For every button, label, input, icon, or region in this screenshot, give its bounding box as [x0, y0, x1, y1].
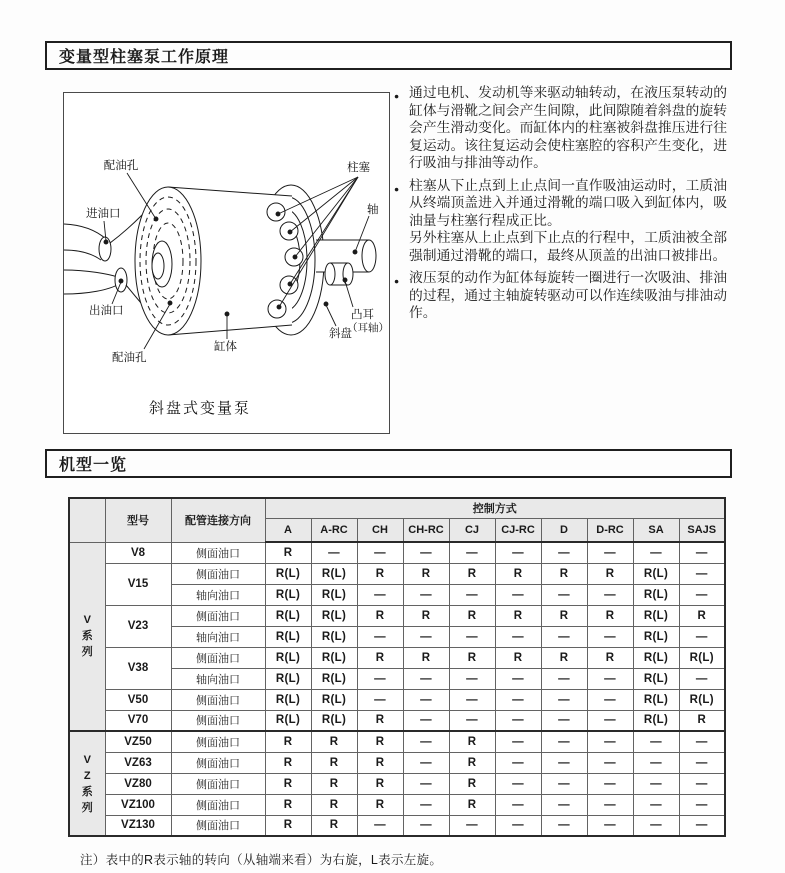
rotation-value-cell: —: [495, 584, 541, 605]
rotation-value-cell: —: [541, 773, 587, 794]
label-lug-trunnion: （耳轴）: [347, 322, 389, 334]
rotation-value-cell: —: [587, 542, 633, 563]
rotation-value-cell: —: [679, 584, 725, 605]
bullet-paragraph: ● 通过电机、发动机等来驱动轴转动，在液压泵转动的缸体与滑靴之间会产生间隙，此间隙随着斜盘的旋转会产生滑动变化。而缸体内的柱塞被斜盘推压进行往复运动。该往复运动会使柱塞腔的容积产生变化，进行吸油与排油等动作。: [409, 85, 727, 170]
bullet-paragraph: ● 液压泵的动作为缸体每旋转一圈进行一次吸油、排油的过程，通过主轴旋转驱动可以作连续吸油与排油动作。: [409, 270, 727, 320]
rotation-value-cell: —: [587, 752, 633, 773]
table-row: [69, 794, 725, 815]
rotation-value-cell: R(L): [633, 647, 679, 668]
models-table: [68, 497, 726, 837]
rotation-value-cell: R(L): [265, 605, 311, 626]
rotation-value-cell: —: [403, 815, 449, 836]
table-row: [69, 773, 725, 794]
rotation-value-cell: R: [587, 563, 633, 584]
rotation-value-cell: —: [357, 542, 403, 563]
table-row: [69, 563, 725, 584]
rotation-value-cell: R(L): [311, 626, 357, 647]
rotation-value-cell: R(L): [311, 647, 357, 668]
rotation-value-cell: —: [357, 689, 403, 710]
model-cell: V23: [105, 605, 171, 647]
rotation-value-cell: R: [449, 605, 495, 626]
rotation-value-cell: —: [633, 773, 679, 794]
rotation-value-cell: R: [311, 752, 357, 773]
series-label: V 系 列: [69, 542, 105, 731]
port-direction-cell: 侧面油口: [171, 710, 265, 731]
model-cell: VZ100: [105, 794, 171, 815]
model-cell: VZ80: [105, 773, 171, 794]
rotation-value-cell: R: [311, 815, 357, 836]
rotation-value-cell: —: [541, 731, 587, 752]
rotation-value-cell: —: [495, 752, 541, 773]
rotation-value-cell: R: [403, 563, 449, 584]
rotation-value-cell: —: [587, 710, 633, 731]
rotation-value-cell: R(L): [311, 605, 357, 626]
table-row: [69, 815, 725, 836]
rotation-value-cell: R(L): [679, 689, 725, 710]
rotation-value-cell: —: [357, 815, 403, 836]
rotation-value-cell: R: [265, 752, 311, 773]
rotation-value-cell: —: [495, 710, 541, 731]
rotation-value-cell: R(L): [265, 584, 311, 605]
port-direction-cell: 侧面油口: [171, 689, 265, 710]
rotation-value-cell: R(L): [265, 563, 311, 584]
rotation-value-cell: R: [449, 731, 495, 752]
control-method-header: A: [265, 518, 311, 542]
control-method-header: D: [541, 518, 587, 542]
rotation-value-cell: —: [633, 794, 679, 815]
rotation-value-cell: R(L): [633, 584, 679, 605]
rotation-value-cell: —: [449, 626, 495, 647]
rotation-value-cell: R: [449, 773, 495, 794]
rotation-value-cell: —: [633, 542, 679, 563]
rotation-value-cell: R: [587, 605, 633, 626]
rotation-value-cell: R(L): [633, 563, 679, 584]
rotation-value-cell: R: [357, 605, 403, 626]
rotation-value-cell: —: [449, 710, 495, 731]
rotation-value-cell: R: [403, 647, 449, 668]
rotation-value-cell: —: [495, 731, 541, 752]
control-method-header: CH: [357, 518, 403, 542]
table-row: [69, 731, 725, 752]
rotation-value-cell: —: [357, 668, 403, 689]
rotation-value-cell: —: [403, 689, 449, 710]
col-header-control-method: 控制方式: [265, 498, 725, 518]
rotation-value-cell: —: [587, 773, 633, 794]
rotation-value-cell: R: [265, 773, 311, 794]
rotation-value-cell: —: [403, 731, 449, 752]
label-outlet: 出油口: [89, 305, 124, 317]
rotation-value-cell: R: [449, 752, 495, 773]
model-cell: V15: [105, 563, 171, 605]
rotation-value-cell: —: [541, 710, 587, 731]
rotation-value-cell: R: [403, 605, 449, 626]
table-row: [69, 752, 725, 773]
rotation-value-cell: —: [449, 542, 495, 563]
rotation-value-cell: R: [541, 563, 587, 584]
series-label: V Z 系 列: [69, 731, 105, 836]
col-header-port-direction: 配管连接方向: [171, 498, 265, 542]
rotation-value-cell: R: [311, 773, 357, 794]
rotation-value-cell: —: [403, 668, 449, 689]
rotation-value-cell: R: [357, 731, 403, 752]
control-method-header: SA: [633, 518, 679, 542]
rotation-value-cell: —: [403, 752, 449, 773]
control-method-header: SAJS: [679, 518, 725, 542]
rotation-value-cell: —: [679, 563, 725, 584]
rotation-value-cell: R(L): [311, 668, 357, 689]
rotation-value-cell: R(L): [265, 626, 311, 647]
port-direction-cell: 轴向油口: [171, 668, 265, 689]
rotation-value-cell: —: [449, 689, 495, 710]
rotation-value-cell: —: [541, 815, 587, 836]
rotation-value-cell: R: [679, 605, 725, 626]
rotation-value-cell: —: [357, 584, 403, 605]
control-method-header: CH-RC: [403, 518, 449, 542]
port-direction-cell: 侧面油口: [171, 815, 265, 836]
control-method-header: D-RC: [587, 518, 633, 542]
section-header-working-principle: [45, 41, 732, 70]
rotation-value-cell: —: [679, 752, 725, 773]
rotation-value-cell: —: [679, 542, 725, 563]
model-cell: V50: [105, 689, 171, 710]
table-row: [69, 542, 725, 563]
bullet-item: [394, 269, 727, 322]
table-row: [69, 605, 725, 626]
label-shaft: 轴: [367, 204, 379, 216]
bullet-list: [394, 84, 727, 327]
rotation-value-cell: R: [495, 605, 541, 626]
rotation-value-cell: R: [357, 563, 403, 584]
rotation-value-cell: R: [265, 731, 311, 752]
rotation-value-cell: —: [587, 731, 633, 752]
port-direction-cell: 侧面油口: [171, 542, 265, 563]
port-direction-cell: 侧面油口: [171, 731, 265, 752]
rotation-value-cell: —: [495, 794, 541, 815]
rotation-value-cell: R(L): [633, 626, 679, 647]
rotation-value-cell: —: [679, 794, 725, 815]
rotation-value-cell: —: [679, 668, 725, 689]
rotation-value-cell: R: [679, 710, 725, 731]
rotation-value-cell: —: [403, 773, 449, 794]
rotation-value-cell: R(L): [633, 689, 679, 710]
label-lug: 凸耳: [351, 309, 374, 321]
port-direction-cell: 侧面油口: [171, 773, 265, 794]
section-header-model-overview: [45, 449, 732, 478]
port-direction-cell: 侧面油口: [171, 563, 265, 584]
rotation-value-cell: —: [495, 689, 541, 710]
rotation-value-cell: R: [265, 794, 311, 815]
rotation-value-cell: —: [541, 542, 587, 563]
model-cell: V38: [105, 647, 171, 689]
rotation-value-cell: R(L): [265, 668, 311, 689]
rotation-value-cell: R: [449, 647, 495, 668]
rotation-value-cell: R(L): [265, 647, 311, 668]
rotation-value-cell: —: [587, 626, 633, 647]
section-title-models: 机型一览: [59, 457, 128, 474]
rotation-value-cell: R(L): [265, 689, 311, 710]
model-cell: VZ63: [105, 752, 171, 773]
rotation-value-cell: —: [587, 794, 633, 815]
port-direction-cell: 侧面油口: [171, 794, 265, 815]
rotation-value-cell: R: [265, 542, 311, 563]
rotation-value-cell: R: [449, 563, 495, 584]
rotation-value-cell: R: [495, 563, 541, 584]
rotation-value-cell: —: [633, 752, 679, 773]
label-port-plate-hole-top: 配油孔: [103, 160, 139, 172]
rotation-value-cell: R: [357, 647, 403, 668]
label-port-plate-hole-bottom: 配油孔: [112, 352, 147, 364]
rotation-value-cell: R(L): [311, 689, 357, 710]
control-method-header: CJ: [449, 518, 495, 542]
rotation-value-cell: —: [587, 668, 633, 689]
table-row: [69, 647, 725, 668]
label-piston: 柱塞: [347, 162, 370, 174]
rotation-value-cell: R: [495, 647, 541, 668]
bullet-item: [394, 84, 727, 172]
control-method-header: CJ-RC: [495, 518, 541, 542]
rotation-value-cell: —: [495, 668, 541, 689]
bullet-paragraph: ● 柱塞从下止点到上止点间一直作吸油运动时，工质油从终端顶盖进入并通过滑靴的端口吸入到缸体内，吸油量与柱塞行程成正比。: [409, 177, 727, 228]
rotation-value-cell: —: [541, 689, 587, 710]
diagram-caption: 斜盘式变量泵: [148, 400, 252, 417]
rotation-value-cell: —: [449, 668, 495, 689]
corner-cell: [69, 498, 105, 542]
rotation-value-cell: —: [587, 689, 633, 710]
model-cell: VZ50: [105, 731, 171, 752]
rotation-value-cell: —: [633, 815, 679, 836]
rotation-value-cell: —: [541, 584, 587, 605]
model-cell: VZ130: [105, 815, 171, 836]
port-direction-cell: 侧面油口: [171, 752, 265, 773]
rotation-value-cell: R: [357, 752, 403, 773]
pump-diagram: [63, 92, 390, 434]
label-inlet: 进油口: [86, 208, 121, 220]
port-direction-cell: 轴向油口: [171, 626, 265, 647]
rotation-value-cell: —: [587, 584, 633, 605]
table-header-row: [69, 498, 725, 518]
rotation-value-cell: —: [679, 815, 725, 836]
bullet-item: [394, 177, 727, 265]
rotation-value-cell: R: [541, 605, 587, 626]
rotation-value-cell: R: [541, 647, 587, 668]
table-row: [69, 710, 725, 731]
rotation-value-cell: —: [449, 584, 495, 605]
model-cell: V70: [105, 710, 171, 731]
rotation-value-cell: R: [357, 794, 403, 815]
rotation-value-cell: R(L): [311, 563, 357, 584]
col-header-model: 型号: [105, 498, 171, 542]
table-note: 注）表中的R表示轴的转向（从轴端来看）为右旋，L表示左旋。: [80, 853, 443, 867]
rotation-value-cell: R(L): [311, 584, 357, 605]
rotation-value-cell: —: [679, 626, 725, 647]
rotation-value-cell: R: [311, 731, 357, 752]
rotation-value-cell: R: [587, 647, 633, 668]
rotation-value-cell: R: [357, 710, 403, 731]
rotation-value-cell: —: [403, 584, 449, 605]
pump-diagram-svg: [64, 93, 389, 433]
rotation-value-cell: —: [403, 794, 449, 815]
rotation-value-cell: R: [311, 794, 357, 815]
rotation-value-cell: —: [541, 668, 587, 689]
rotation-value-cell: —: [541, 794, 587, 815]
rotation-value-cell: —: [587, 815, 633, 836]
rotation-value-cell: R(L): [265, 710, 311, 731]
rotation-value-cell: —: [495, 626, 541, 647]
rotation-value-cell: R(L): [311, 710, 357, 731]
port-direction-cell: 轴向油口: [171, 584, 265, 605]
rotation-value-cell: —: [633, 731, 679, 752]
page-title: 变量型柱塞泵工作原理: [59, 49, 230, 66]
rotation-value-cell: —: [357, 626, 403, 647]
rotation-value-cell: —: [495, 542, 541, 563]
rotation-value-cell: —: [403, 542, 449, 563]
control-method-header: A-RC: [311, 518, 357, 542]
label-cylinder: 缸体: [214, 341, 237, 353]
table-row: [69, 689, 725, 710]
rotation-value-cell: —: [311, 542, 357, 563]
rotation-value-cell: —: [449, 815, 495, 836]
rotation-value-cell: —: [541, 752, 587, 773]
rotation-value-cell: R: [449, 794, 495, 815]
rotation-value-cell: —: [403, 710, 449, 731]
rotation-value-cell: —: [679, 773, 725, 794]
rotation-value-cell: R(L): [633, 668, 679, 689]
port-direction-cell: 侧面油口: [171, 647, 265, 668]
rotation-value-cell: R: [265, 815, 311, 836]
port-direction-cell: 侧面油口: [171, 605, 265, 626]
rotation-value-cell: R(L): [679, 647, 725, 668]
bullet-paragraph: 另外柱塞从上止点到下止点的行程中，工质油被全部强制通过滑靴的端口，最终从顶盖的出油口被排出。: [409, 230, 727, 263]
model-cell: V8: [105, 542, 171, 563]
rotation-value-cell: R(L): [633, 710, 679, 731]
label-swash-plate: 斜盘: [329, 328, 352, 340]
rotation-value-cell: —: [495, 815, 541, 836]
rotation-value-cell: —: [679, 731, 725, 752]
rotation-value-cell: —: [403, 626, 449, 647]
rotation-value-cell: R: [357, 773, 403, 794]
rotation-value-cell: —: [541, 626, 587, 647]
rotation-value-cell: R(L): [633, 605, 679, 626]
rotation-value-cell: —: [495, 773, 541, 794]
